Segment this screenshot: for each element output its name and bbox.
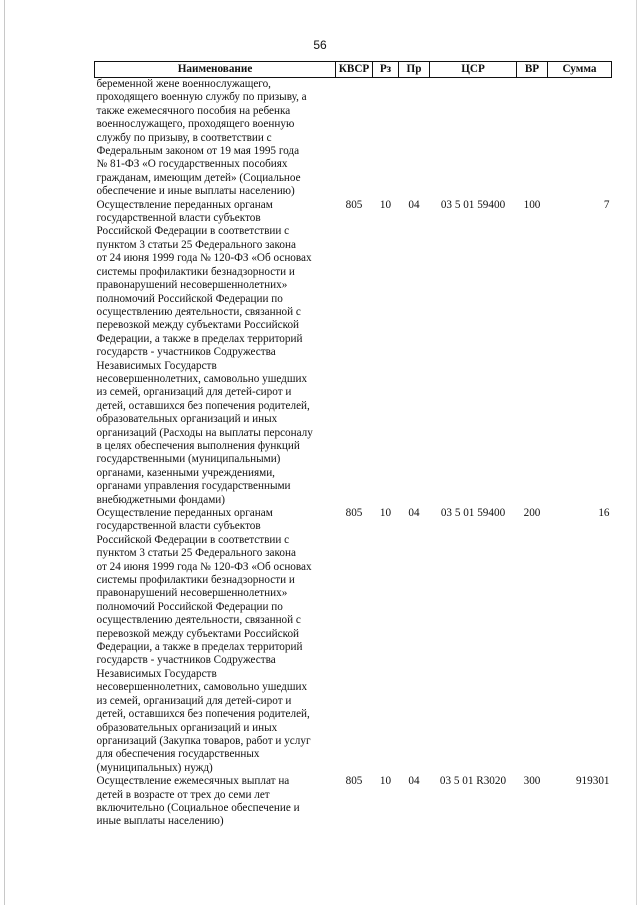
row-name-line: Федерации, а также в пределах территорий	[96, 641, 303, 654]
row-name-line: включительно (Социальное обеспечение и	[96, 801, 300, 814]
row-name-line: из семей, организаций для детей-сирот и	[96, 694, 292, 707]
row-rz: 10	[379, 198, 392, 211]
row-name-line: иные выплаты населению)	[96, 815, 224, 828]
row-name-line: органами управления государственными	[96, 480, 291, 493]
row-name-line: службу по призыву, в соответствии с	[96, 131, 272, 144]
table-body	[95, 78, 612, 829]
row-vr: 200	[523, 507, 541, 519]
row-name-line: внебюджетными фондами)	[96, 493, 225, 506]
row-name-line: правонарушений несовершеннолетних»	[96, 279, 288, 292]
row-pr: 04	[408, 198, 420, 211]
row-name-line: образовательных организаций и иных	[96, 721, 278, 734]
row-name-line: беременной жене военнослужащего,	[96, 78, 271, 90]
header-kvsr: КВСР	[336, 62, 373, 78]
row-name-line: детей в возрасте от трех до семи лет	[96, 788, 270, 801]
row-pr: 04	[408, 775, 420, 788]
row-vr: 300	[523, 775, 541, 788]
row-name-line: Независимых Государств	[96, 359, 217, 372]
row-sum: 16	[598, 507, 610, 519]
row-rz: 10	[379, 775, 392, 788]
row-name-line: образовательных организаций и иных	[96, 413, 278, 426]
row-vr: 100	[523, 198, 541, 211]
row-name-line: Осуществление переданных органам	[96, 198, 273, 211]
row-kvsr: 805	[345, 198, 363, 211]
row-pr	[399, 78, 430, 199]
row-name-line: для обеспечения государственных	[96, 748, 260, 761]
row-name-line: Российской Федерации в соответствии с	[96, 533, 290, 546]
table-header-row	[95, 62, 612, 78]
row-name-line: военнослужащего, проходящего военную	[96, 118, 295, 131]
row-sum: 919301	[575, 775, 610, 788]
row-name-line: проходящего военную службу по призыву, а	[96, 91, 307, 104]
row-name-line: Осуществление переданных органам	[96, 507, 273, 519]
scan-edge-left	[4, 0, 5, 905]
row-name-line: государств - участников Содружества	[96, 654, 276, 667]
row-sum: 7	[603, 198, 610, 211]
row-name-line: полномочий Российской Федерации по	[96, 292, 283, 305]
row-name-line: детей, оставшихся без попечения родителей,	[96, 399, 310, 412]
scan-edge-right	[636, 0, 637, 905]
row-name-line: пунктом 3 статьи 25 Федерального закона	[96, 238, 296, 251]
header-csr: ЦСР	[430, 62, 517, 78]
row-name-line: государственной власти субъектов	[96, 212, 261, 225]
header-rz: Рз	[373, 62, 399, 78]
row-name-line: Независимых Государств	[96, 667, 217, 680]
row-csr	[430, 78, 517, 199]
row-name-line: несовершеннолетних, самовольно ушедших	[96, 372, 308, 385]
row-name-line: из семей, организаций для детей-сирот и	[96, 386, 292, 399]
row-name-line: Осуществление ежемесячных выплат на	[96, 775, 290, 788]
header-vr: ВР	[517, 62, 548, 78]
row-csr: 03 5 01 59400	[440, 507, 506, 519]
row-kvsr	[336, 78, 373, 199]
row-name-line: № 81-ФЗ «О государственных пособиях	[96, 158, 288, 171]
row-name	[95, 199, 336, 507]
row-vr	[517, 78, 548, 199]
row-name-line: полномочий Российской Федерации по	[96, 600, 283, 613]
row-pr: 04	[408, 507, 420, 519]
row-name	[95, 507, 336, 775]
row-name-line: организаций (Закупка товаров, работ и услуг	[96, 734, 311, 747]
row-kvsr: 805	[345, 507, 363, 519]
row-name-line: перевозкой между субъектами Российской	[96, 627, 300, 640]
budget-table	[94, 61, 612, 829]
table-row	[95, 775, 612, 829]
page-number: 56	[313, 38, 327, 52]
row-kvsr: 805	[345, 775, 363, 788]
table-row	[95, 199, 612, 507]
row-name-line: организаций (Расходы на выплаты персоналу	[96, 426, 313, 439]
row-name-line: осуществлению деятельности, связанной с	[96, 305, 301, 318]
row-name-line: осуществлению деятельности, связанной с	[96, 614, 301, 627]
row-name-line: детей, оставшихся без попечения родителей,	[96, 708, 310, 721]
row-name-line: гражданам, имеющим детей» (Социальное	[96, 171, 301, 184]
row-name-line: перевозкой между субъектами Российской	[96, 319, 300, 332]
row-name-line: Российской Федерации в соответствии с	[96, 225, 290, 238]
row-name-line: государственными (муниципальными)	[96, 453, 281, 466]
header-name: Наименование	[95, 62, 336, 78]
row-name-line: государств - участников Содружества	[96, 346, 276, 359]
row-name-line: Федеральным законом от 19 мая 1995 года	[96, 145, 300, 158]
row-name-line: системы профилактики безнадзорности и	[96, 574, 295, 587]
row-name-line: органами, казенными учреждениями,	[96, 466, 275, 479]
row-name	[95, 78, 336, 199]
row-name-line: пунктом 3 статьи 25 Федерального закона	[96, 547, 296, 560]
header-sum: Сумма	[548, 62, 612, 78]
header-pr: Пр	[399, 62, 430, 78]
row-csr: 03 5 01 59400	[440, 198, 506, 211]
row-csr: 03 5 01 R3020	[439, 775, 507, 788]
row-name-line: (муниципальных) нужд)	[96, 761, 213, 774]
row-name-line: от 24 июня 1999 года № 120-ФЗ «Об основах	[96, 252, 312, 265]
row-name	[95, 775, 336, 829]
row-sum	[548, 78, 612, 199]
row-name-line: в целях обеспечения выполнения функций	[96, 439, 300, 452]
row-name-line: от 24 июня 1999 года № 120-ФЗ «Об основах	[96, 560, 312, 573]
row-name-line: правонарушений несовершеннолетних»	[96, 587, 288, 600]
row-rz	[373, 78, 399, 199]
row-rz: 10	[379, 507, 392, 519]
row-name-line: системы профилактики безнадзорности и	[96, 265, 295, 278]
row-name-line: несовершеннолетних, самовольно ушедших	[96, 681, 308, 694]
row-name-line: государственной власти субъектов	[96, 520, 261, 533]
table-row	[95, 78, 612, 199]
row-name-line: также ежемесячного пособия на ребенка	[96, 104, 291, 117]
row-name-line: обеспечение и иные выплаты населению)	[96, 185, 295, 198]
table-row	[95, 507, 612, 775]
row-name-line: Федерации, а также в пределах территорий	[96, 332, 303, 345]
